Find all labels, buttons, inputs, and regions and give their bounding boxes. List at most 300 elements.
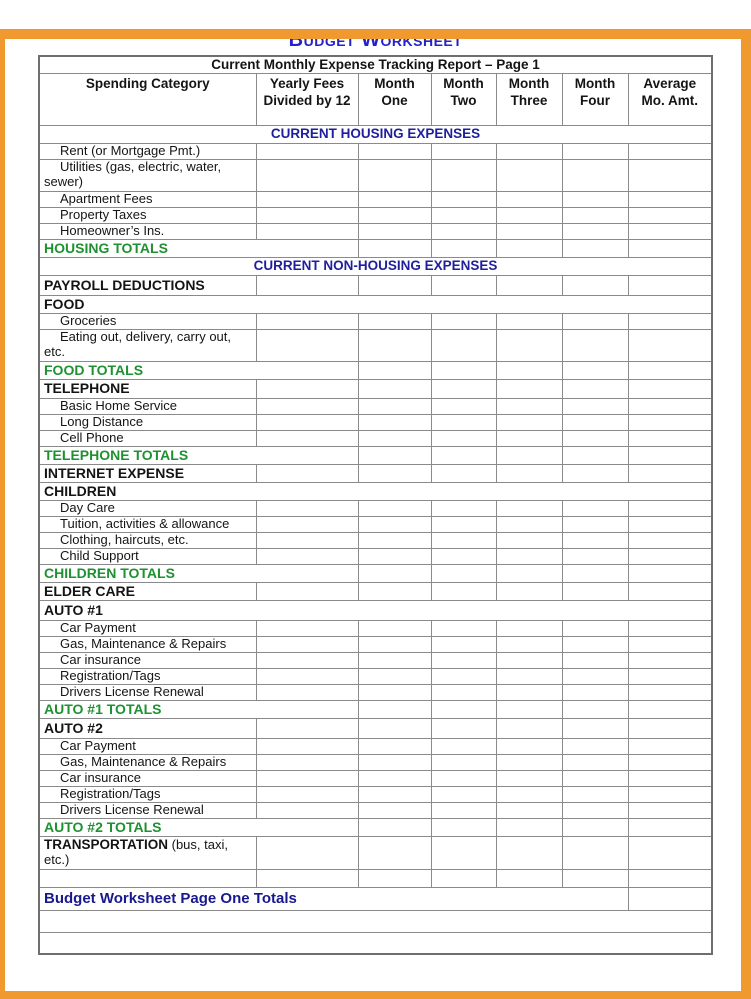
value-cell bbox=[358, 361, 431, 379]
value-cell bbox=[256, 398, 358, 414]
category-label: AUTO #1 bbox=[39, 600, 712, 620]
col-header-month-four: Month Four bbox=[562, 73, 628, 125]
value-cell bbox=[358, 836, 431, 869]
value-cell bbox=[496, 582, 562, 600]
row-label: Car insurance bbox=[39, 770, 256, 786]
totals-label: AUTO #2 TOTALS bbox=[39, 818, 358, 836]
value-cell bbox=[431, 770, 496, 786]
value-cell bbox=[496, 313, 562, 329]
value-cell bbox=[496, 500, 562, 516]
value-cell bbox=[562, 652, 628, 668]
row-label: Drivers License Renewal bbox=[39, 802, 256, 818]
section-header-row bbox=[39, 257, 712, 275]
value-cell bbox=[256, 802, 358, 818]
value-cell bbox=[562, 430, 628, 446]
value-cell bbox=[496, 836, 562, 869]
value-cell bbox=[496, 379, 562, 398]
value-cell bbox=[496, 223, 562, 239]
value-cell bbox=[256, 718, 358, 738]
value-cell bbox=[562, 207, 628, 223]
value-cell bbox=[431, 786, 496, 802]
value-cell bbox=[358, 548, 431, 564]
expense-row bbox=[39, 532, 712, 548]
value-cell bbox=[562, 548, 628, 564]
value-cell bbox=[628, 770, 712, 786]
value-cell bbox=[628, 361, 712, 379]
value-cell bbox=[562, 869, 628, 887]
value-cell bbox=[496, 464, 562, 482]
value-cell bbox=[562, 620, 628, 636]
row-label: INTERNET EXPENSE bbox=[39, 464, 256, 482]
row-label: Utilities (gas, electric, water, sewer) bbox=[39, 159, 256, 191]
value-cell bbox=[256, 313, 358, 329]
value-cell bbox=[628, 532, 712, 548]
value-cell bbox=[431, 738, 496, 754]
value-cell bbox=[256, 207, 358, 223]
expense-row bbox=[39, 398, 712, 414]
value-cell bbox=[496, 700, 562, 718]
col-header-month-three: Month Three bbox=[496, 73, 562, 125]
value-cell bbox=[496, 361, 562, 379]
col-header-average: Average Mo. Amt. bbox=[628, 73, 712, 125]
value-cell bbox=[256, 532, 358, 548]
page-totals-label: Budget Worksheet Page One Totals bbox=[39, 887, 628, 910]
value-cell bbox=[628, 207, 712, 223]
expense-row bbox=[39, 329, 712, 361]
value-cell bbox=[431, 836, 496, 869]
totals-row bbox=[39, 700, 712, 718]
value-cell bbox=[628, 636, 712, 652]
value-cell bbox=[562, 700, 628, 718]
value-cell bbox=[256, 191, 358, 207]
expense-row bbox=[39, 516, 712, 532]
value-cell bbox=[256, 548, 358, 564]
value-cell bbox=[431, 532, 496, 548]
value-cell bbox=[256, 159, 358, 191]
value-cell bbox=[358, 159, 431, 191]
value-cell bbox=[628, 754, 712, 770]
value-cell bbox=[628, 500, 712, 516]
value-cell bbox=[431, 582, 496, 600]
row-label: Basic Home Service bbox=[39, 398, 256, 414]
totals-row bbox=[39, 818, 712, 836]
row-label: Gas, Maintenance & Repairs bbox=[39, 754, 256, 770]
row-label: Registration/Tags bbox=[39, 786, 256, 802]
value-cell bbox=[562, 738, 628, 754]
value-cell bbox=[431, 446, 496, 464]
category-label: CHILDREN bbox=[39, 482, 712, 500]
row-label-rest: (bus, taxi, etc.) bbox=[44, 837, 228, 868]
expense-row bbox=[39, 191, 712, 207]
value-cell bbox=[496, 239, 562, 257]
value-cell bbox=[628, 329, 712, 361]
value-cell bbox=[256, 770, 358, 786]
expense-row bbox=[39, 223, 712, 239]
empty-row bbox=[39, 932, 712, 954]
value-cell bbox=[562, 446, 628, 464]
row-label-bold: TRANSPORTATION bbox=[44, 837, 168, 853]
value-cell bbox=[562, 564, 628, 582]
value-cell bbox=[628, 464, 712, 482]
value-cell bbox=[496, 636, 562, 652]
value-cell bbox=[256, 668, 358, 684]
value-cell bbox=[358, 802, 431, 818]
value-cell bbox=[562, 754, 628, 770]
value-cell bbox=[628, 668, 712, 684]
value-cell bbox=[256, 430, 358, 446]
expense-row bbox=[39, 620, 712, 636]
value-cell bbox=[628, 718, 712, 738]
value-cell bbox=[431, 500, 496, 516]
value-cell bbox=[431, 207, 496, 223]
totals-label: TELEPHONE TOTALS bbox=[39, 446, 358, 464]
value-cell bbox=[562, 223, 628, 239]
value-cell bbox=[256, 652, 358, 668]
value-cell bbox=[358, 718, 431, 738]
value-cell bbox=[628, 652, 712, 668]
expense-row bbox=[39, 500, 712, 516]
col-header-month-two: Month Two bbox=[431, 73, 496, 125]
value-cell bbox=[431, 718, 496, 738]
value-cell bbox=[431, 379, 496, 398]
value-cell bbox=[358, 532, 431, 548]
page-totals-row bbox=[39, 887, 712, 910]
value-cell bbox=[358, 770, 431, 786]
empty-row bbox=[39, 869, 712, 887]
report-title-row bbox=[39, 56, 712, 73]
value-cell bbox=[628, 398, 712, 414]
category-row bbox=[39, 275, 712, 295]
value-cell bbox=[628, 582, 712, 600]
value-cell bbox=[628, 786, 712, 802]
value-cell bbox=[496, 398, 562, 414]
value-cell bbox=[628, 620, 712, 636]
value-cell bbox=[431, 516, 496, 532]
value-cell bbox=[562, 786, 628, 802]
value-cell bbox=[431, 620, 496, 636]
value-cell bbox=[358, 620, 431, 636]
totals-label: HOUSING TOTALS bbox=[39, 239, 358, 257]
category-row bbox=[39, 295, 712, 313]
value-cell bbox=[562, 361, 628, 379]
value-cell bbox=[628, 430, 712, 446]
value-cell bbox=[562, 684, 628, 700]
value-cell bbox=[431, 159, 496, 191]
value-cell bbox=[496, 668, 562, 684]
value-cell bbox=[562, 718, 628, 738]
row-label: PAYROLL DEDUCTIONS bbox=[39, 275, 256, 295]
row-label: Day Care bbox=[39, 500, 256, 516]
value-cell bbox=[628, 802, 712, 818]
value-cell bbox=[431, 430, 496, 446]
value-cell bbox=[562, 191, 628, 207]
expense-row bbox=[39, 207, 712, 223]
value-cell bbox=[358, 239, 431, 257]
value-cell bbox=[628, 684, 712, 700]
value-cell bbox=[431, 313, 496, 329]
value-cell bbox=[628, 191, 712, 207]
expense-row bbox=[39, 836, 712, 869]
report-title: Current Monthly Expense Tracking Report – Page 1 bbox=[39, 56, 712, 73]
value-cell bbox=[256, 582, 358, 600]
value-cell bbox=[431, 143, 496, 159]
value-cell bbox=[431, 636, 496, 652]
value-cell bbox=[628, 223, 712, 239]
totals-row bbox=[39, 446, 712, 464]
value-cell bbox=[431, 754, 496, 770]
expense-row bbox=[39, 548, 712, 564]
value-cell bbox=[562, 636, 628, 652]
row-label: Rent (or Mortgage Pmt.) bbox=[39, 143, 256, 159]
value-cell bbox=[496, 516, 562, 532]
value-cell bbox=[256, 869, 358, 887]
totals-row bbox=[39, 239, 712, 257]
expense-row bbox=[39, 414, 712, 430]
value-cell bbox=[496, 620, 562, 636]
value-cell bbox=[496, 143, 562, 159]
value-cell bbox=[358, 500, 431, 516]
value-cell bbox=[358, 516, 431, 532]
value-cell bbox=[358, 191, 431, 207]
value-cell bbox=[358, 207, 431, 223]
category-row bbox=[39, 379, 712, 398]
value-cell bbox=[358, 223, 431, 239]
expense-row bbox=[39, 143, 712, 159]
value-cell bbox=[562, 143, 628, 159]
value-cell bbox=[562, 313, 628, 329]
empty-row bbox=[39, 910, 712, 932]
value-cell bbox=[496, 532, 562, 548]
expense-row bbox=[39, 668, 712, 684]
row-label: Child Support bbox=[39, 548, 256, 564]
row-label: Car insurance bbox=[39, 652, 256, 668]
value-cell bbox=[256, 223, 358, 239]
value-cell bbox=[358, 430, 431, 446]
value-cell bbox=[256, 500, 358, 516]
value-cell bbox=[496, 754, 562, 770]
value-cell bbox=[358, 786, 431, 802]
value-cell bbox=[256, 786, 358, 802]
row-label: Homeowner’s Ins. bbox=[39, 223, 256, 239]
row-label: ELDER CARE bbox=[39, 582, 256, 600]
value-cell bbox=[628, 313, 712, 329]
category-label: FOOD bbox=[39, 295, 712, 313]
row-label: Clothing, haircuts, etc. bbox=[39, 532, 256, 548]
value-cell bbox=[431, 684, 496, 700]
expense-row bbox=[39, 313, 712, 329]
value-cell bbox=[431, 414, 496, 430]
row-label: Drivers License Renewal bbox=[39, 684, 256, 700]
value-cell bbox=[358, 754, 431, 770]
value-cell bbox=[358, 398, 431, 414]
totals-row bbox=[39, 564, 712, 582]
value-cell bbox=[256, 636, 358, 652]
value-cell bbox=[358, 668, 431, 684]
value-cell bbox=[562, 582, 628, 600]
category-row bbox=[39, 600, 712, 620]
row-label: TELEPHONE bbox=[39, 379, 256, 398]
expense-row bbox=[39, 770, 712, 786]
expense-row bbox=[39, 802, 712, 818]
category-row bbox=[39, 718, 712, 738]
row-label: Tuition, activities & allowance bbox=[39, 516, 256, 532]
expense-row bbox=[39, 786, 712, 802]
value-cell bbox=[358, 414, 431, 430]
value-cell bbox=[628, 159, 712, 191]
value-cell bbox=[431, 464, 496, 482]
empty-cell bbox=[39, 932, 712, 954]
value-cell bbox=[562, 275, 628, 295]
value-cell bbox=[431, 548, 496, 564]
value-cell bbox=[358, 636, 431, 652]
category-row bbox=[39, 464, 712, 482]
value-cell bbox=[431, 329, 496, 361]
value-cell bbox=[358, 564, 431, 582]
value-cell bbox=[628, 239, 712, 257]
category-row bbox=[39, 582, 712, 600]
value-cell bbox=[628, 700, 712, 718]
row-label: Gas, Maintenance & Repairs bbox=[39, 636, 256, 652]
value-cell bbox=[256, 329, 358, 361]
value-cell bbox=[628, 414, 712, 430]
expense-row bbox=[39, 652, 712, 668]
value-cell bbox=[358, 379, 431, 398]
value-cell bbox=[358, 582, 431, 600]
value-cell bbox=[256, 414, 358, 430]
value-cell bbox=[496, 738, 562, 754]
value-cell bbox=[358, 869, 431, 887]
value-cell bbox=[562, 802, 628, 818]
col-header-yearly-fees: Yearly Fees Divided by 12 bbox=[256, 73, 358, 125]
value-cell bbox=[496, 818, 562, 836]
value-cell bbox=[628, 564, 712, 582]
value-cell bbox=[256, 620, 358, 636]
value-cell bbox=[431, 361, 496, 379]
value-cell bbox=[628, 818, 712, 836]
value-cell bbox=[358, 652, 431, 668]
value-cell bbox=[256, 275, 358, 295]
value-cell bbox=[431, 239, 496, 257]
row-label: Long Distance bbox=[39, 414, 256, 430]
category-row bbox=[39, 482, 712, 500]
value-cell bbox=[562, 159, 628, 191]
value-cell bbox=[431, 223, 496, 239]
value-cell bbox=[628, 869, 712, 887]
value-cell bbox=[431, 652, 496, 668]
value-cell bbox=[431, 668, 496, 684]
value-cell bbox=[562, 836, 628, 869]
expense-row bbox=[39, 159, 712, 191]
col-header-spending-category: Spending Category bbox=[39, 73, 256, 125]
value-cell bbox=[562, 239, 628, 257]
column-header-row bbox=[39, 73, 712, 125]
value-cell bbox=[562, 770, 628, 786]
value-cell bbox=[256, 143, 358, 159]
value-cell bbox=[562, 329, 628, 361]
value-cell bbox=[496, 207, 562, 223]
value-cell bbox=[431, 275, 496, 295]
value-cell bbox=[628, 836, 712, 869]
value-cell bbox=[562, 379, 628, 398]
value-cell bbox=[562, 818, 628, 836]
value-cell bbox=[256, 379, 358, 398]
row-label: Apartment Fees bbox=[39, 191, 256, 207]
value-cell bbox=[256, 754, 358, 770]
value-cell bbox=[496, 770, 562, 786]
value-cell bbox=[358, 275, 431, 295]
value-cell bbox=[496, 652, 562, 668]
value-cell bbox=[628, 887, 712, 910]
value-cell bbox=[562, 532, 628, 548]
value-cell bbox=[496, 414, 562, 430]
value-cell bbox=[628, 548, 712, 564]
expense-row bbox=[39, 430, 712, 446]
value-cell bbox=[256, 738, 358, 754]
value-cell bbox=[496, 159, 562, 191]
value-cell bbox=[496, 191, 562, 207]
row-label bbox=[39, 869, 256, 887]
value-cell bbox=[496, 564, 562, 582]
value-cell bbox=[431, 869, 496, 887]
expense-row bbox=[39, 738, 712, 754]
value-cell bbox=[358, 700, 431, 718]
value-cell bbox=[431, 802, 496, 818]
value-cell bbox=[628, 516, 712, 532]
col-header-month-one: Month One bbox=[358, 73, 431, 125]
section-title: CURRENT HOUSING EXPENSES bbox=[39, 125, 712, 143]
budget-table bbox=[38, 55, 713, 955]
value-cell bbox=[496, 329, 562, 361]
value-cell bbox=[496, 869, 562, 887]
value-cell bbox=[496, 718, 562, 738]
row-label: Property Taxes bbox=[39, 207, 256, 223]
value-cell bbox=[628, 738, 712, 754]
section-title: CURRENT NON-HOUSING EXPENSES bbox=[39, 257, 712, 275]
section-header-row bbox=[39, 125, 712, 143]
value-cell bbox=[562, 500, 628, 516]
value-cell bbox=[358, 329, 431, 361]
value-cell bbox=[358, 313, 431, 329]
value-cell bbox=[562, 516, 628, 532]
value-cell bbox=[496, 275, 562, 295]
value-cell bbox=[496, 786, 562, 802]
value-cell bbox=[431, 564, 496, 582]
value-cell bbox=[431, 700, 496, 718]
value-cell bbox=[562, 398, 628, 414]
value-cell bbox=[628, 446, 712, 464]
value-cell bbox=[358, 143, 431, 159]
value-cell bbox=[496, 802, 562, 818]
row-label: AUTO #2 bbox=[39, 718, 256, 738]
value-cell bbox=[431, 191, 496, 207]
row-label: Eating out, delivery, carry out, etc. bbox=[39, 329, 256, 361]
value-cell bbox=[562, 414, 628, 430]
value-cell bbox=[358, 684, 431, 700]
totals-label: FOOD TOTALS bbox=[39, 361, 358, 379]
value-cell bbox=[358, 738, 431, 754]
expense-row bbox=[39, 684, 712, 700]
value-cell bbox=[256, 684, 358, 700]
value-cell bbox=[496, 446, 562, 464]
totals-label: CHILDREN TOTALS bbox=[39, 564, 358, 582]
value-cell bbox=[496, 430, 562, 446]
totals-label: AUTO #1 TOTALS bbox=[39, 700, 358, 718]
row-label: Cell Phone bbox=[39, 430, 256, 446]
row-label: Car Payment bbox=[39, 620, 256, 636]
value-cell bbox=[496, 548, 562, 564]
value-cell bbox=[358, 446, 431, 464]
expense-row bbox=[39, 754, 712, 770]
